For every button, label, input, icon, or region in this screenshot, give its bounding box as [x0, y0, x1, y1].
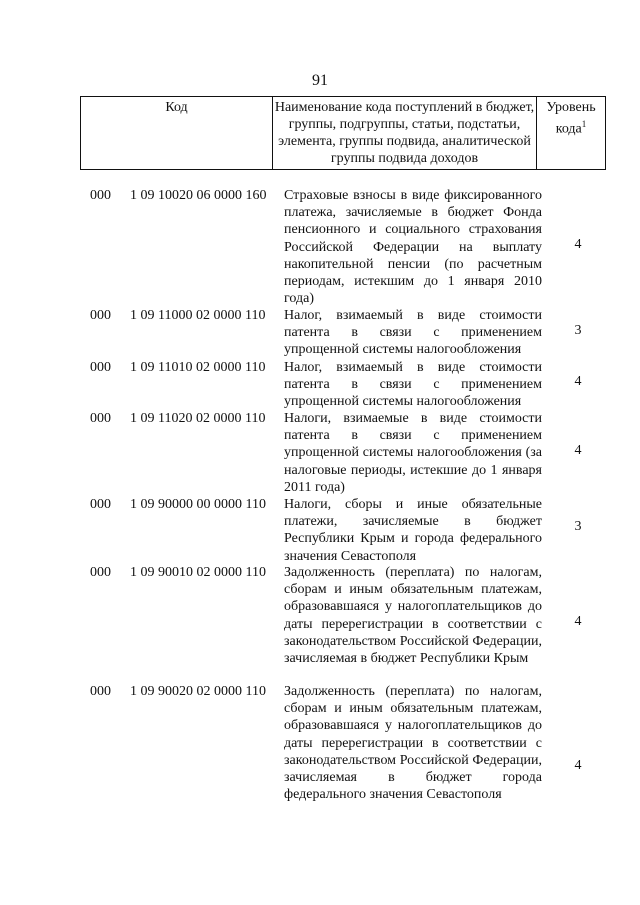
table-row [80, 359, 606, 410]
budget-code: 1 09 90000 00 0000 110 [130, 497, 266, 512]
income-name: Налоги, взимаемые в виде стоимости патента в связи с применением упрощенной системы налогообложения (за налоговые периоды, истекшие до 1 января 2011 года) [284, 411, 542, 495]
header-level-label: Уровень кода [546, 100, 596, 137]
table-row [80, 564, 606, 684]
table-row [80, 496, 606, 564]
budget-code: 1 09 11020 02 0000 110 [130, 411, 266, 426]
header-level [537, 97, 605, 169]
admin-code: 000 [90, 308, 111, 323]
admin-code: 000 [90, 565, 111, 580]
budget-code: 1 09 11000 02 0000 110 [130, 308, 266, 323]
table-header [80, 96, 606, 170]
table-row [80, 410, 606, 496]
level-value: 4 [574, 237, 582, 252]
budget-code: 1 09 90010 02 0000 110 [130, 565, 266, 580]
table-row [80, 683, 606, 823]
page-number: 91 [312, 72, 328, 89]
admin-code: 000 [90, 684, 111, 699]
table-row [80, 187, 606, 307]
level-value: 4 [574, 614, 582, 629]
admin-code: 000 [90, 497, 111, 512]
level-value: 4 [574, 758, 582, 773]
header-level-footnote: 1 [581, 119, 587, 129]
header-name: Наименование кода поступлений в бюджет, группы, подгруппы, статьи, подстатьи, элемента, группы подвида, аналитической группы подвида доходов [273, 97, 537, 169]
income-name: Налог, взимаемый в виде стоимости патента в связи с применением упрощенной системы налогообложения [284, 360, 542, 410]
income-name: Страховые взносы в виде фиксированного платежа, зачисляемые в бюджет Фонда пенсионного и социального страхования Российской Федерации на выплату накопительной пенсии (по расчетным периодам, истекшим до 1 января 2010 года) [284, 188, 542, 307]
table-row [80, 307, 606, 359]
admin-code: 000 [90, 188, 111, 203]
admin-code: 000 [90, 360, 111, 375]
income-name: Налог, взимаемый в виде стоимости патента в связи с применением упрощенной системы налогообложения [284, 308, 542, 358]
income-name: Налоги, сборы и иные обязательные платежи, зачисляемые в бюджет Республики Крым и города федерального значения Севастополя [284, 497, 542, 564]
level-value: 4 [574, 443, 582, 458]
budget-code: 1 09 90020 02 0000 110 [130, 684, 266, 699]
level-value: 3 [574, 323, 582, 338]
admin-code: 000 [90, 411, 111, 426]
budget-code: 1 09 11010 02 0000 110 [130, 360, 266, 375]
income-name: Задолженность (переплата) по налогам, сборам и иным обязательным платежам, образовавшаяся у налогоплательщиков до даты перерегистрации в соответствии с законодательством Российской Федерации, зачисляемая в бюджет Республики Крым [284, 565, 542, 667]
budget-code: 1 09 10020 06 0000 160 [130, 188, 267, 203]
level-value: 4 [574, 374, 582, 389]
income-name: Задолженность (переплата) по налогам, сборам и иным обязательным платежам, образовавшаяся у налогоплательщиков до даты перерегистрации в соответствии с законодательством Российской Федерации, зачисляемая в бюджет города федерального значения Севастополя [284, 684, 542, 803]
header-code: Код [81, 97, 273, 169]
level-value: 3 [574, 519, 582, 534]
